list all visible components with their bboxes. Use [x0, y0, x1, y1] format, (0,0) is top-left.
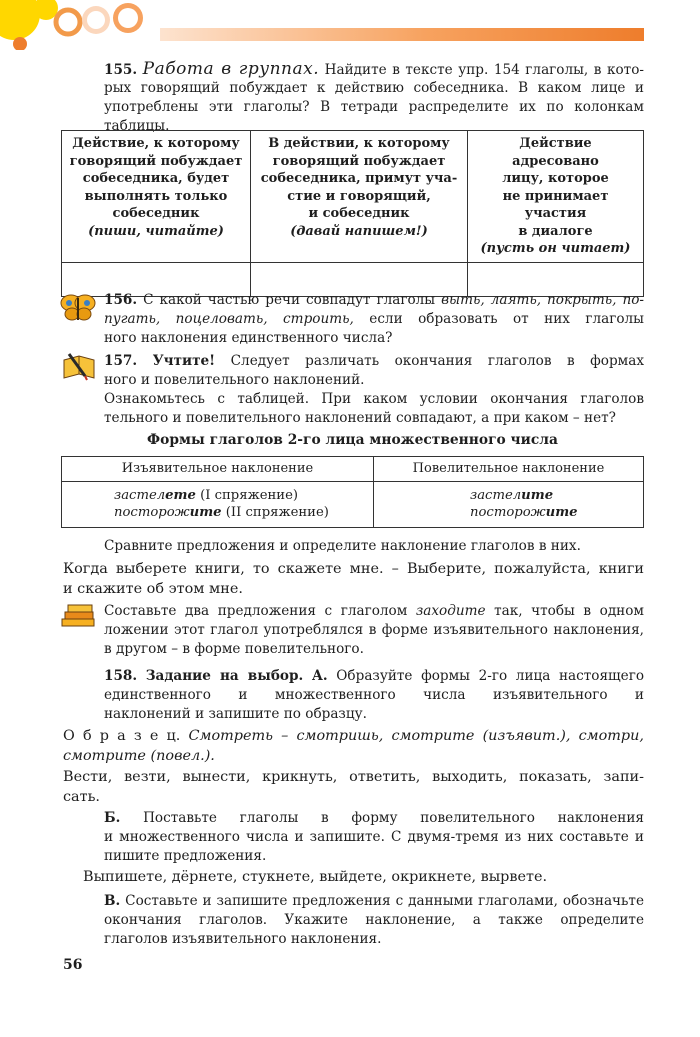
col1-example: (пиши, читайте)	[88, 223, 224, 239]
compose-line1-a: Составьте два предложения с глаголом	[104, 603, 416, 619]
exercise-156	[104, 291, 644, 348]
task-b	[104, 809, 644, 866]
task-b-letter: Б.	[104, 810, 121, 826]
ex158-line1: Образуйте формы 2-го лица настоящего	[336, 668, 644, 684]
compose-line2: ложении этот глагол употреблялся в форме изъявительного наклонения,	[104, 622, 644, 638]
table2-body-row	[62, 482, 644, 528]
col3-line: лицу, которое	[502, 171, 609, 186]
col1-line: собеседник	[112, 206, 200, 221]
table2-title: Формы глаголов 2-го лица множественного числа	[147, 432, 558, 448]
compare-sentence-line2: и скажите об этом мне.	[63, 580, 243, 597]
verb-stem: посторож	[114, 505, 190, 520]
compose-line1-b: так, чтобы в одном	[494, 603, 644, 619]
exercise-158	[104, 667, 644, 724]
ex158-number: 158.	[104, 668, 138, 684]
col3-line: Действие адресовано	[512, 136, 599, 169]
ex158-line2: единственного и множественного числа изъявительного и	[104, 687, 644, 703]
conjugation-note: (II спряжение)	[221, 505, 329, 520]
compare-sentences	[63, 560, 644, 599]
task-v-letter: В.	[104, 893, 121, 909]
task-b-line2: и множественного числа и запишите. С двумя-тремя из них составьте и	[104, 829, 644, 845]
ex157-line2: ного и повелительного наклонений.	[104, 372, 365, 388]
table-column-3	[468, 131, 644, 263]
verb-stem: застел	[114, 488, 166, 503]
task-b-line3: пишите предложения.	[104, 848, 267, 864]
table2-head-left: Изъявительное наклонение	[62, 457, 374, 482]
inducement-table	[61, 130, 644, 297]
verbs-list-a	[63, 768, 644, 807]
sample-line1: Смотреть – смотришь, смотрите (изъявит.), смотри,	[180, 728, 644, 744]
verbs-a-line2: сать.	[63, 788, 101, 805]
col2-line: говорящий побуждает	[272, 153, 446, 169]
col1-line: говорящий побуждает	[69, 153, 243, 169]
verb-stem: посторож	[470, 505, 546, 520]
task-v-line2: окончания глаголов. Укажите наклонение, а также определите	[104, 912, 644, 928]
conjugation-note: (I спряжение)	[195, 488, 299, 503]
col2-line: стие и говорящий,	[287, 188, 431, 204]
col2-line: В действии, к которому	[268, 136, 450, 151]
task-v	[104, 892, 644, 949]
sample-block	[63, 727, 644, 766]
col3-example: (пусть он читает)	[480, 241, 631, 256]
ex156-verbs-2: пугать, поцеловать, строить,	[104, 311, 354, 327]
header-decoration	[0, 0, 160, 50]
col2-line: собеседника, примут уча-	[260, 171, 458, 186]
col3-line: не принимает участия	[502, 188, 609, 221]
table2-head-right: Повелительное наклонение	[374, 457, 644, 482]
compose-line3: в другом – в форме повелительного.	[104, 641, 364, 657]
verb-ending: ите	[545, 505, 578, 520]
verb-ending: ите	[521, 488, 554, 503]
verb-forms-table	[61, 456, 644, 528]
table2-indicative-cell	[62, 482, 374, 528]
ex155-title: Работа в группах.	[142, 60, 320, 79]
table-header-row	[62, 131, 644, 263]
ex158-letter-a: А.	[311, 668, 328, 684]
compare-sentence-line1: Когда выберете книги, то скажете мне. – Выберите, пожалуйста, книги	[63, 561, 644, 577]
sample-line2: смотрите (повел.).	[63, 747, 215, 764]
ex155-line3: употреблены эти глаголы? В тетради распределите их по колонкам таблицы.	[104, 99, 644, 134]
note-icon	[61, 352, 97, 388]
butterfly-icon	[60, 293, 96, 329]
ex155-number: 155.	[104, 62, 138, 78]
ex157-line4: тельного и повелительного наклонений совпадают, а при каком – нет?	[104, 409, 616, 426]
compose-verb: заходите	[415, 603, 486, 619]
decorative-circles-icon	[0, 0, 160, 50]
ex158-line3: наклонений и запишите по образцу.	[104, 706, 367, 722]
verbs-list-b: Выпишете, дёрнете, стукнете, выйдете, окрикнете, вырвете.	[83, 869, 548, 885]
ex156-number: 156.	[104, 292, 138, 308]
ex156-line3: ного наклонения единственного числа?	[104, 330, 393, 346]
ex157-line3: Ознакомьтесь с таблицей. При каком условии окончания глаголов	[104, 390, 644, 407]
compose-task	[104, 602, 644, 659]
col2-example: (давай напишем!)	[290, 223, 428, 239]
exercise-155	[104, 60, 644, 135]
table-column-1	[62, 131, 251, 263]
task-v-line3: глаголов изъявительного наклонения.	[104, 931, 382, 947]
task-b-line1: Поставьте глаголы в форму повелительного наклонения	[143, 810, 644, 826]
verbs-a-line1: Вести, везти, вынести, крикнуть, ответить, выходить, показать, запи-	[63, 769, 644, 785]
page-number: 56	[63, 957, 83, 973]
table2-header-row	[62, 457, 644, 482]
col1-line: собеседника, будет	[82, 171, 230, 186]
task-v-line1: Составьте и запишите предложения с данными глаголами, обозначьте	[120, 893, 644, 909]
compare-instruction: Сравните предложения и определите наклонение глаголов в них.	[104, 538, 581, 554]
ex155-line1: Найдите в тексте упр. 154 глаголы, в кото-	[324, 62, 644, 78]
books-icon	[60, 603, 98, 635]
ex157-bold: Учтите!	[152, 353, 216, 369]
table-column-2	[251, 131, 468, 263]
ex156-line2-b: если образовать от них глаголы	[369, 311, 644, 327]
col1-line: выполнять только	[84, 188, 228, 204]
col2-line: и собеседник	[308, 206, 410, 221]
col1-line: Действие, к которому	[72, 136, 240, 151]
exercise-157	[104, 352, 644, 427]
ex156-line1-a: С какой частью речи совпадут глаголы	[143, 292, 442, 308]
verb-ending: ете	[165, 488, 196, 503]
sample-label: О б р а з е ц.	[63, 728, 181, 744]
table2-imperative-cell	[374, 482, 644, 528]
ex158-choice: Задание на выбор.	[145, 668, 304, 684]
header-band	[160, 28, 644, 41]
ex157-number: 157.	[104, 353, 138, 369]
ex156-verbs-1: выть, лаять, покрыть, по-	[441, 292, 644, 308]
ex155-line2: рых говорящий побуждает к действию собеседника. В каком лице и	[104, 80, 644, 96]
ex157-line1: Следует различать окончания глаголов в формах	[230, 353, 644, 369]
verb-stem: застел	[470, 488, 522, 503]
verb-ending: ите	[189, 505, 222, 520]
col3-line: в диалоге	[518, 223, 593, 239]
